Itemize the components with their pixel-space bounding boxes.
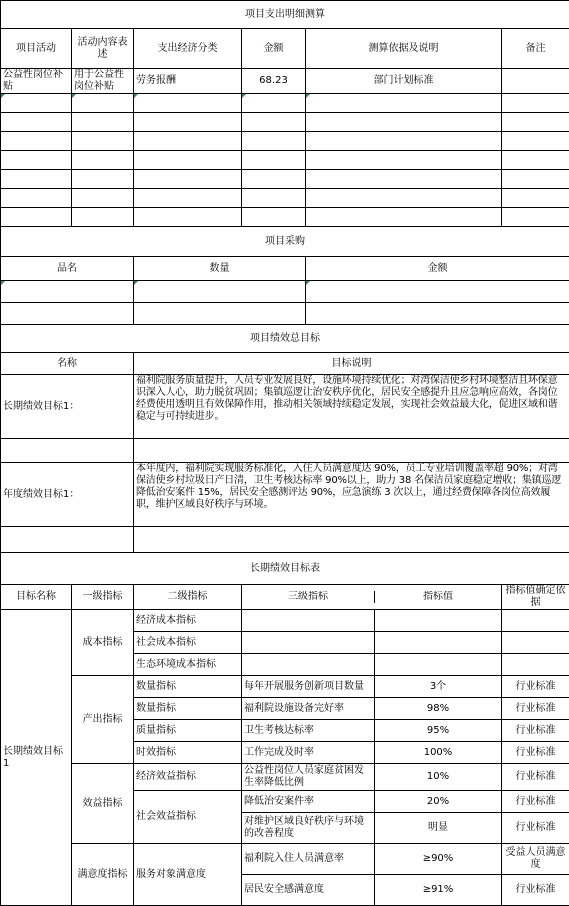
value-cell[interactable] (375, 610, 502, 631)
group-output: 产出指标 (72, 676, 134, 764)
empty-cell[interactable] (134, 281, 306, 303)
header-value: 指标值 (375, 591, 502, 603)
empty-cell[interactable] (502, 113, 569, 132)
level3-cell[interactable]: 居民安全感满意度 (242, 875, 375, 905)
level3-value-pair (242, 698, 502, 720)
header-value-basis: 指标值确定依据 (502, 585, 569, 610)
level3-cell[interactable]: 工作完成及时率 (242, 742, 375, 763)
basis-cell[interactable]: 行业标准 (502, 875, 569, 906)
value-cell[interactable]: 10% (375, 764, 502, 790)
header-level1: 一级指标 (72, 585, 134, 610)
level3-value-pair (242, 844, 502, 875)
goal-name-cell: 长期绩效目标1 (1, 610, 72, 906)
cell-amount[interactable]: 68.23 (242, 69, 306, 94)
group-satisfaction: 满意度指标 (72, 844, 134, 906)
empty-cell[interactable] (1, 439, 134, 463)
value-cell[interactable]: 20% (375, 791, 502, 812)
long-goal-text[interactable]: 福利院服务质量提升，人员专业发展良好，设施环境持续优化；对湾保洁使乡村环境整洁且环保意识深入人心，助力脱贫巩固；集镇巡逻让治安秩序优化，居民安全感提升且应急响应高效，各岗位经费使用透明且有效保障作用，推动相关领域持续稳定发展，实现社会效益最大化，促进区域和谐稳定与可持续进步。 (134, 375, 569, 439)
cell-note[interactable] (502, 69, 569, 94)
empty-cell[interactable] (72, 113, 134, 132)
level3-cell[interactable] (242, 632, 375, 653)
empty-cell[interactable] (306, 170, 502, 189)
level3-cell[interactable]: 卫生考核达标率 (242, 720, 375, 741)
section-title-performance: 项目绩效总目标 (1, 325, 569, 353)
empty-cell[interactable] (72, 208, 134, 227)
level3-value-pair (242, 676, 502, 698)
basis-cell[interactable]: 行业标准 (502, 720, 569, 742)
empty-cell[interactable] (502, 170, 569, 189)
value-cell[interactable]: 3个 (375, 676, 502, 697)
header-level3-and-value (242, 585, 502, 610)
empty-cell[interactable] (502, 189, 569, 208)
empty-cell[interactable] (1, 527, 134, 553)
level3-value-pair (242, 813, 502, 844)
header-note: 备注 (502, 29, 569, 69)
basis-cell[interactable] (502, 654, 569, 676)
section-title-long-term-table: 长期绩效目标表 (1, 553, 569, 585)
section-title-procurement: 项目采购 (1, 227, 569, 257)
level2-cell: 经济成本指标 (134, 610, 242, 632)
empty-cell[interactable] (134, 151, 242, 170)
empty-cell[interactable] (134, 208, 242, 227)
empty-cell[interactable] (134, 527, 569, 553)
basis-cell[interactable]: 行业标准 (502, 698, 569, 720)
year-goal-label: 年度绩效目标1： (1, 463, 134, 527)
level3-value-pair (242, 742, 502, 764)
header-basis: 测算依据及说明 (306, 29, 502, 69)
basis-cell[interactable]: 行业标准 (502, 791, 569, 813)
level2-cell: 社会效益指标 (134, 791, 242, 844)
empty-cell[interactable] (306, 303, 569, 325)
level3-cell[interactable] (242, 610, 375, 631)
long-goal-label: 长期绩效目标1： (1, 375, 134, 439)
empty-cell[interactable] (502, 132, 569, 151)
basis-cell[interactable] (502, 610, 569, 632)
empty-cell[interactable] (242, 208, 306, 227)
level2-cell: 质量指标 (134, 720, 242, 742)
level2-cell: 生态环境成本指标 (134, 654, 242, 676)
value-cell[interactable]: ≥91% (375, 875, 502, 905)
group-benefit: 效益指标 (72, 764, 134, 844)
empty-cell[interactable] (72, 94, 134, 113)
level3-cell[interactable]: 福利院设施设备完好率 (242, 698, 375, 719)
header-level2: 二级指标 (134, 585, 242, 610)
cell-basis[interactable]: 部门计划标准 (306, 69, 502, 94)
level3-value-pair (242, 720, 502, 742)
basis-cell[interactable] (502, 632, 569, 654)
empty-cell[interactable] (134, 189, 242, 208)
level3-cell[interactable]: 福利院入住人员满意率 (242, 844, 375, 874)
level3-cell[interactable]: 公益性岗位人员家庭贫困发生率降低比例 (242, 764, 375, 790)
basis-cell[interactable]: 行业标准 (502, 676, 569, 698)
empty-cell[interactable] (502, 208, 569, 227)
level3-value-pair (242, 632, 502, 654)
cell-category[interactable]: 劳务报酬 (134, 69, 242, 94)
basis-cell[interactable]: 受益人员满意度 (502, 844, 569, 875)
level3-cell[interactable] (242, 654, 375, 675)
level3-cell[interactable]: 对维护区域良好秩序与环境的改善程度 (242, 813, 375, 843)
empty-cell[interactable] (72, 132, 134, 151)
level3-cell[interactable]: 每年开展服务创新项目数量 (242, 676, 375, 697)
level3-cell[interactable]: 降低治安案件率 (242, 791, 375, 812)
empty-cell[interactable] (1, 170, 72, 189)
empty-cell[interactable] (72, 151, 134, 170)
value-cell[interactable]: 98% (375, 698, 502, 719)
header-category: 支出经济分类 (134, 29, 242, 69)
header-quantity: 数量 (134, 257, 306, 281)
level3-value-pair (242, 791, 502, 813)
level2-cell: 服务对象满意度 (134, 844, 242, 906)
empty-cell[interactable] (1, 208, 72, 227)
empty-cell[interactable] (1, 303, 134, 325)
group-cost: 成本指标 (72, 610, 134, 676)
empty-cell[interactable] (306, 132, 502, 151)
empty-cell[interactable] (134, 303, 306, 325)
value-cell[interactable]: 明显 (375, 813, 502, 843)
header-activity: 项目活动 (1, 29, 72, 69)
empty-cell[interactable] (242, 94, 306, 113)
empty-cell[interactable] (72, 189, 134, 208)
header-goal-description: 目标说明 (134, 353, 569, 375)
empty-cell[interactable] (1, 281, 134, 303)
section-title-expenses: 项目支出明细测算 (1, 1, 569, 29)
cell-activity[interactable]: 公益性岗位补贴 (1, 69, 72, 94)
empty-cell[interactable] (134, 113, 242, 132)
cell-content[interactable]: 用于公益性岗位补贴 (72, 69, 134, 94)
basis-cell[interactable]: 行业标准 (502, 764, 569, 791)
level3-value-pair (242, 654, 502, 676)
header-name: 名称 (1, 353, 134, 375)
level3-value-pair (242, 610, 502, 632)
empty-cell[interactable] (242, 170, 306, 189)
empty-cell[interactable] (242, 151, 306, 170)
basis-cell[interactable]: 行业标准 (502, 742, 569, 764)
empty-cell[interactable] (306, 281, 569, 303)
header-level3: 三级指标 (242, 591, 375, 603)
header-goal-name: 目标名称 (1, 585, 72, 610)
empty-cell[interactable] (242, 132, 306, 151)
level2-cell: 数量指标 (134, 676, 242, 698)
empty-cell[interactable] (306, 94, 502, 113)
empty-cell[interactable] (502, 151, 569, 170)
empty-cell[interactable] (134, 132, 242, 151)
year-goal-text[interactable]: 本年度内，福利院实现服务标准化，入住人员满意度达 90%，员工专业培训覆盖率超 90%；对湾保洁使乡村垃圾日产日清，卫生考核达标率 90%以上，助力 38 名保洁员家庭稳定增收；集镇巡逻降低治安案件 15%，居民安全感测评达 90%，应急演练 3 次以上，通过经费保障各岗位高效履职，维护区域良好秩序与环境。 (134, 463, 569, 527)
empty-cell[interactable] (306, 189, 502, 208)
empty-cell[interactable] (306, 113, 502, 132)
header-procurement-amount: 金额 (306, 257, 569, 281)
empty-cell[interactable] (134, 439, 569, 463)
empty-cell[interactable] (1, 132, 72, 151)
header-content: 活动内容表述 (72, 29, 134, 69)
empty-cell[interactable] (242, 113, 306, 132)
empty-cell[interactable] (1, 189, 72, 208)
empty-cell[interactable] (502, 94, 569, 113)
basis-cell[interactable]: 行业标准 (502, 813, 569, 844)
empty-cell[interactable] (1, 94, 72, 113)
level2-cell: 数量指标 (134, 698, 242, 720)
empty-cell[interactable] (134, 170, 242, 189)
empty-cell[interactable] (306, 151, 502, 170)
empty-cell[interactable] (72, 170, 134, 189)
header-amount: 金额 (242, 29, 306, 69)
level3-value-pair (242, 875, 502, 906)
value-cell[interactable]: ≥90% (375, 844, 502, 874)
level2-cell: 时效指标 (134, 742, 242, 764)
header-item-name: 品名 (1, 257, 134, 281)
empty-cell[interactable] (134, 94, 242, 113)
value-cell[interactable]: 95% (375, 720, 502, 741)
level2-cell: 社会成本指标 (134, 632, 242, 654)
value-cell[interactable] (375, 654, 502, 675)
level3-value-pair (242, 764, 502, 791)
value-cell[interactable] (375, 632, 502, 653)
value-cell[interactable]: 100% (375, 742, 502, 763)
empty-cell[interactable] (242, 189, 306, 208)
empty-cell[interactable] (306, 208, 502, 227)
empty-cell[interactable] (1, 151, 72, 170)
level2-cell: 经济效益指标 (134, 764, 242, 791)
empty-cell[interactable] (1, 113, 72, 132)
